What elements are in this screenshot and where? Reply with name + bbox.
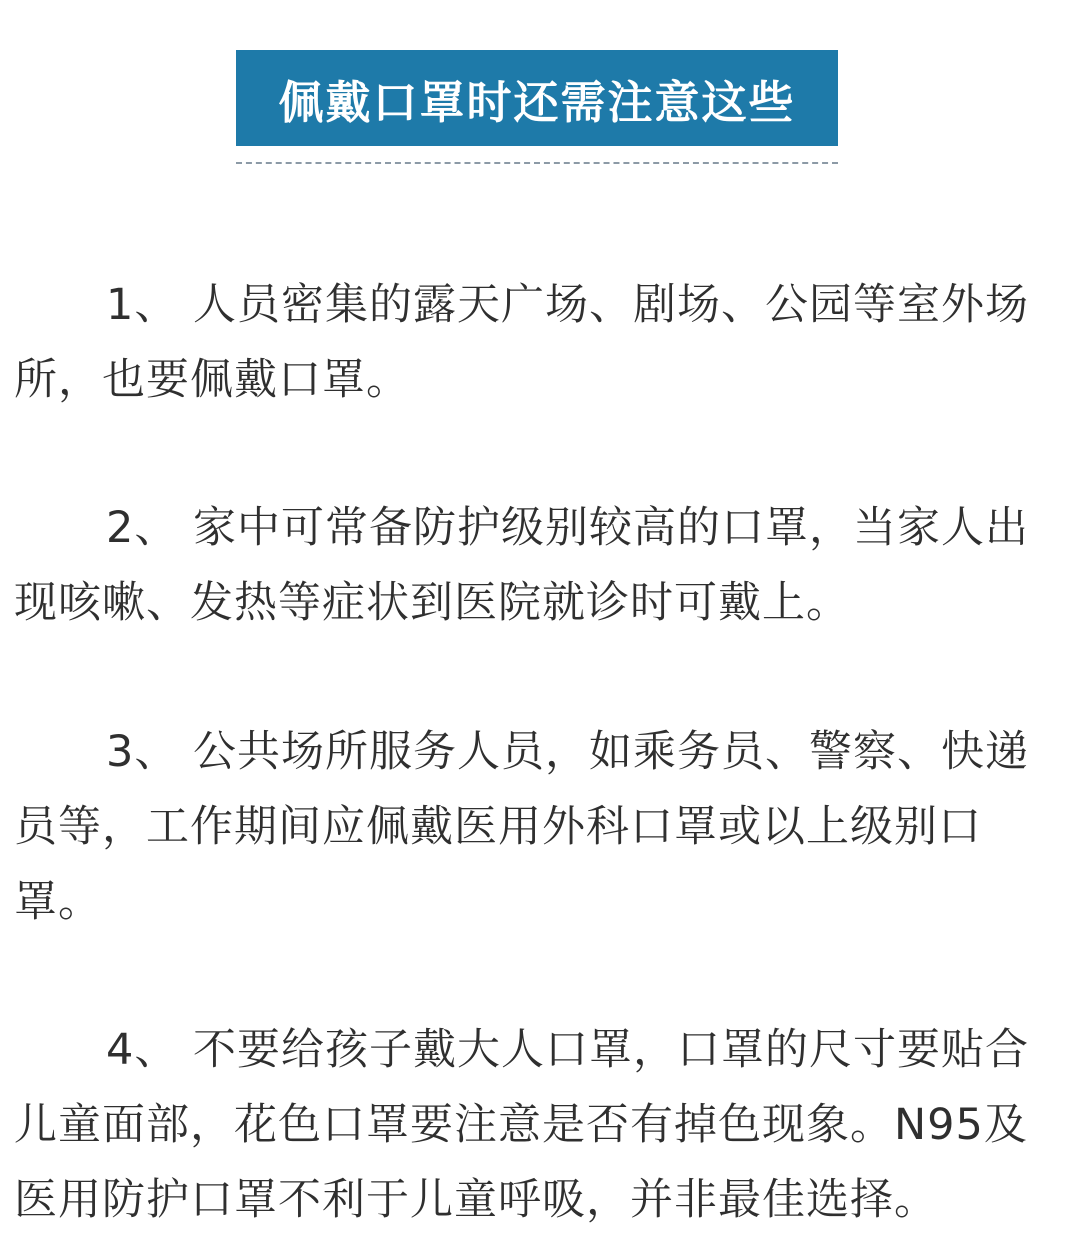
tip-item-2: 2、 家中可常备防护级别较高的口罩，当家人出现咳嗽、发热等症状到医院就诊时可戴上。 — [14, 503, 1030, 628]
page-title: 佩戴口罩时还需注意这些 — [278, 75, 796, 129]
tip-item-1: 1、 人员密集的露天广场、剧场、公园等室外场所，也要佩戴口罩。 — [14, 280, 1030, 405]
dashed-divider — [236, 162, 838, 164]
tip-item-4: 4、 不要给孩子戴大人口罩，口罩的尺寸要贴合儿童面部，花色口罩要注意是否有掉色现象。N95及医用防护口罩不利于儿童呼吸，并非最佳选择。 — [14, 1025, 1030, 1225]
header-banner — [236, 50, 838, 146]
tip-item-3: 3、 公共场所服务人员，如乘务员、警察、快递员等，工作期间应佩戴医用外科口罩或以上级别口罩。 — [14, 727, 1030, 927]
